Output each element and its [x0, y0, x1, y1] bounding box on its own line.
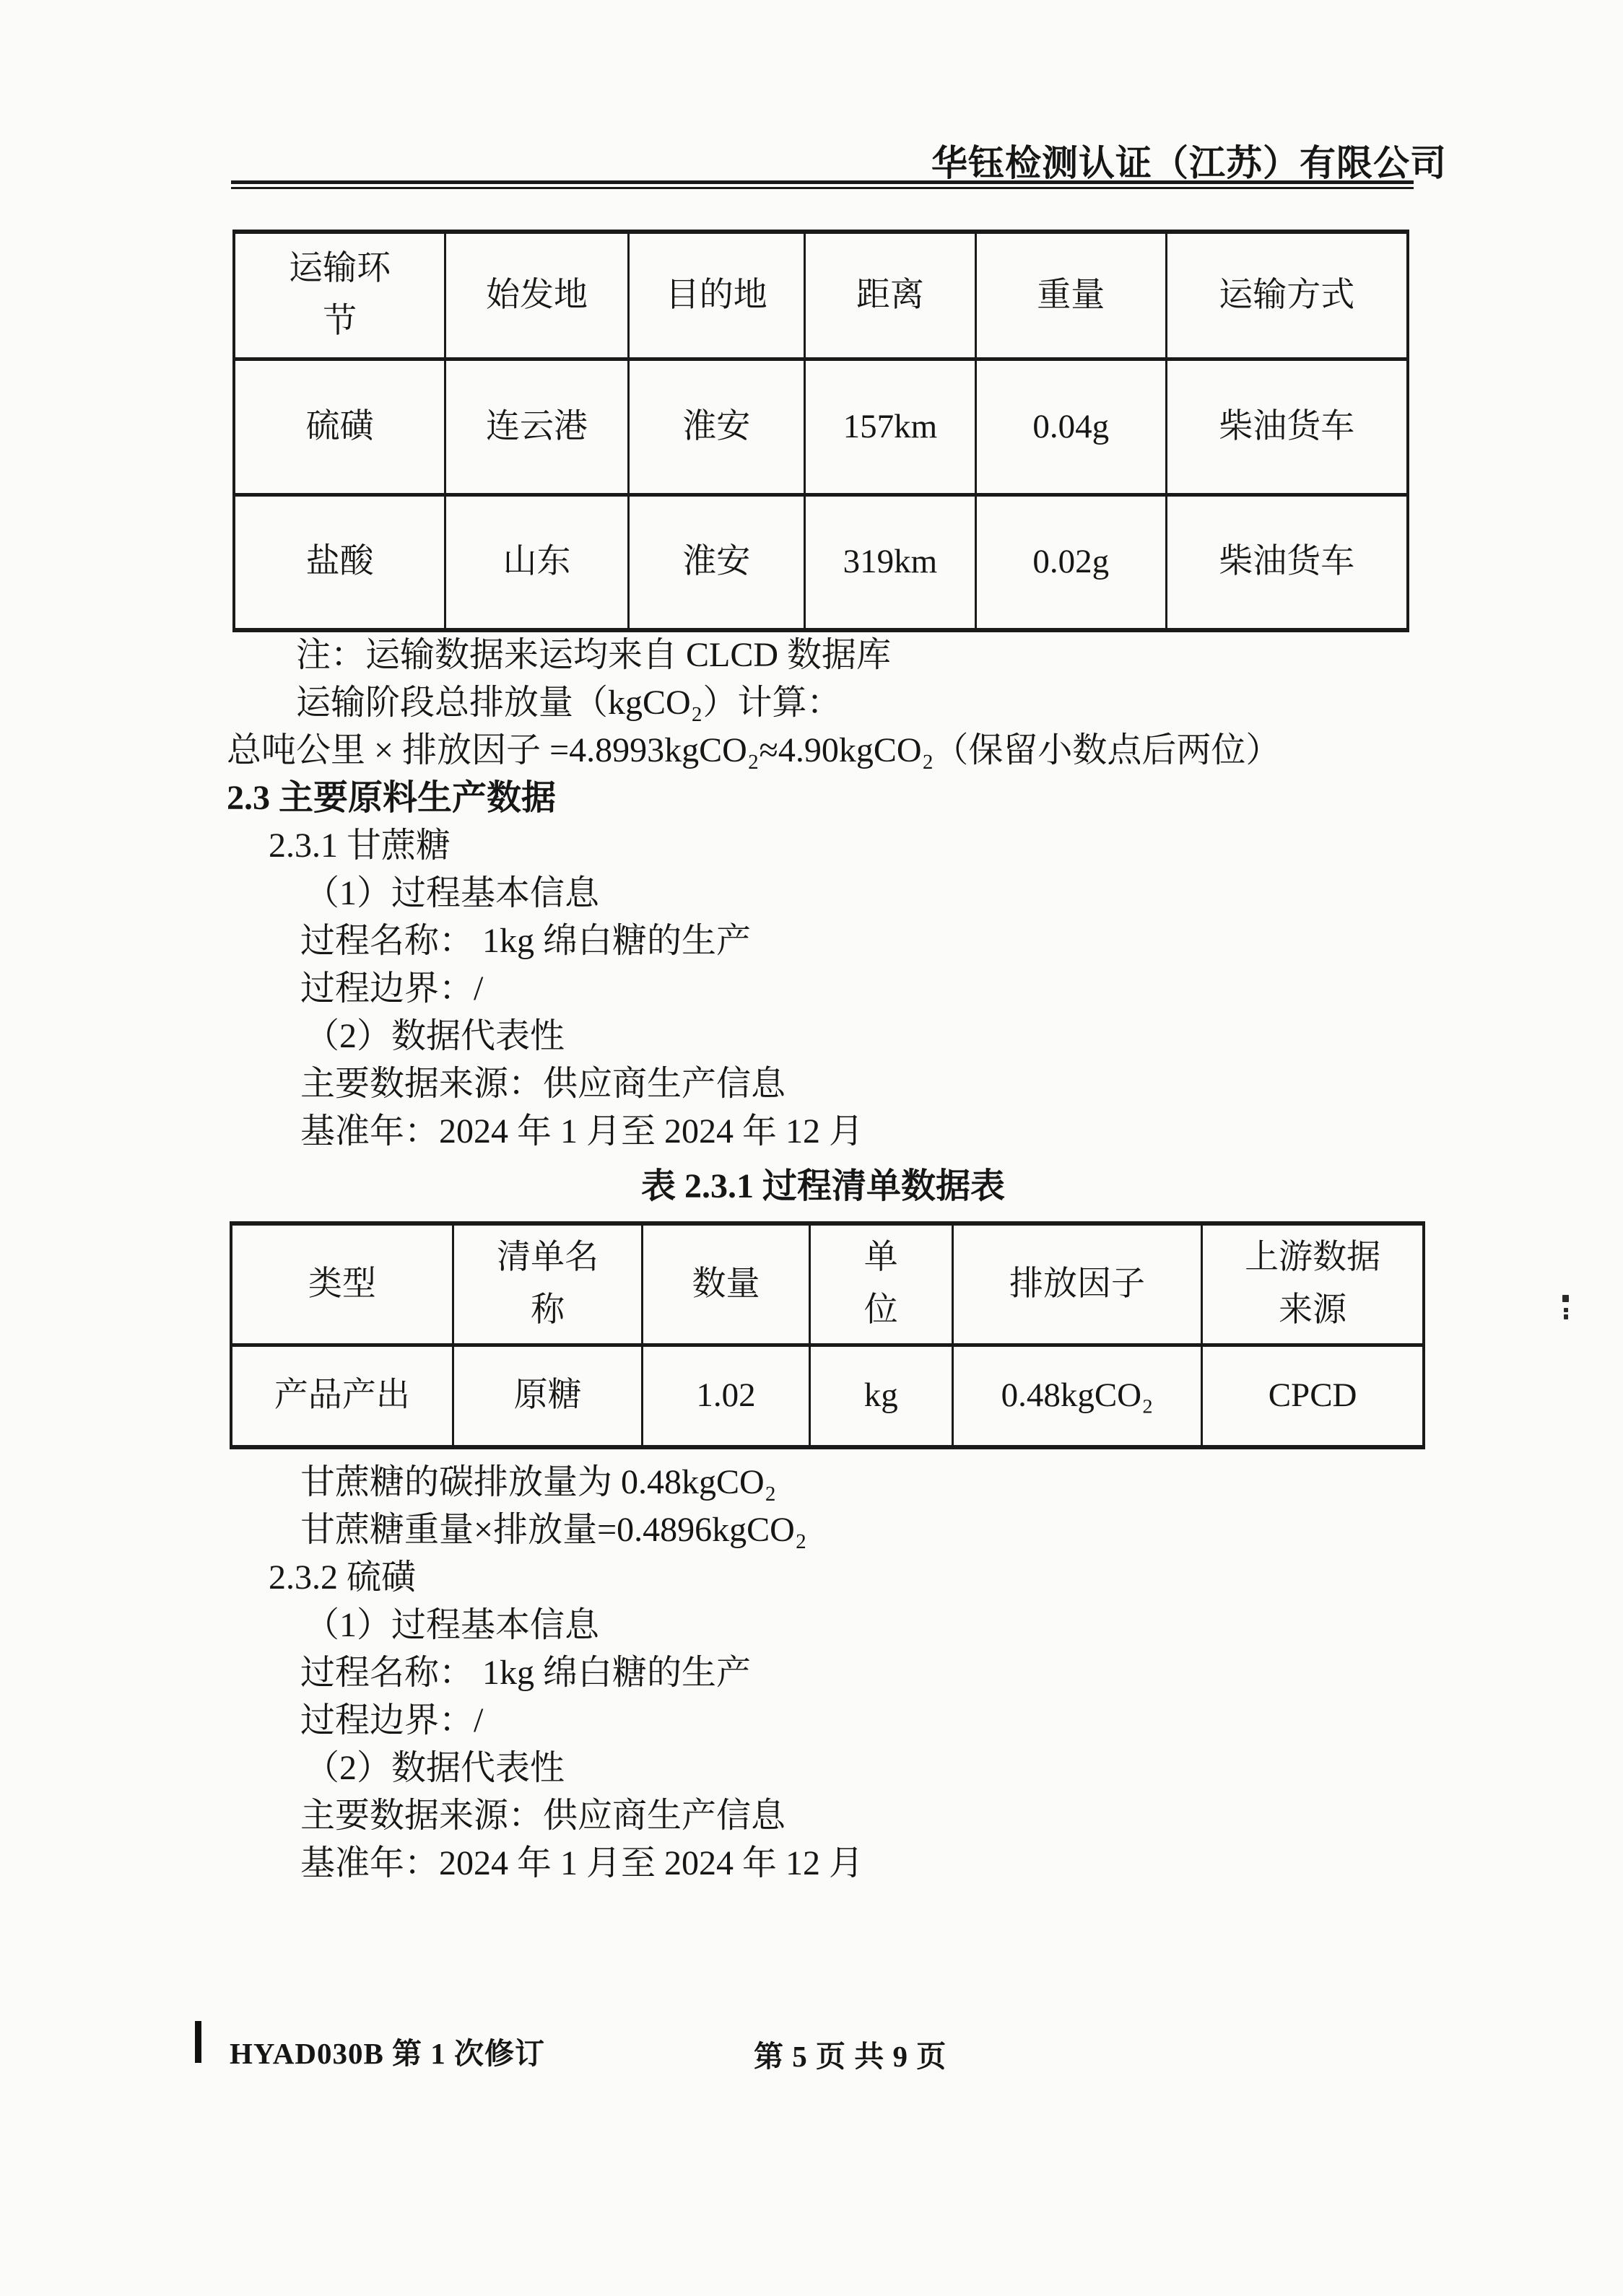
footer-doc-code: HYAD030B 第 1 次修订	[230, 2037, 546, 2070]
th-transport-stage-label: 运输环节	[289, 250, 391, 341]
data-source-2: 主要数据来源：供应商生产信息	[300, 1797, 786, 1835]
th-type-label: 类型	[308, 1265, 376, 1303]
th-quantity-label: 数量	[692, 1265, 760, 1303]
note-transport-data-source: 注：运输数据来运均来自 CLCD 数据库	[296, 636, 892, 674]
th-distance-label: 距离	[856, 276, 924, 314]
th-weight-label: 重量	[1037, 276, 1105, 314]
table-cell: 157km	[804, 359, 975, 494]
basic-info-label-1: （1）过程基本信息	[305, 874, 600, 912]
th-type	[231, 1223, 453, 1345]
th-weight	[976, 232, 1166, 359]
table-cell: 连云港	[445, 359, 629, 494]
table-cell: 1.02	[643, 1345, 809, 1447]
th-upstream-source-label: 上游数据来源	[1245, 1239, 1381, 1330]
inventory-table	[230, 1221, 1425, 1449]
basic-info-label-2: （1）过程基本信息	[305, 1606, 600, 1644]
footer-page-info: 第 5 页 共 9 页	[754, 2040, 947, 2073]
transport-row-sulfur	[234, 359, 1408, 494]
table-cell: 319km	[804, 494, 975, 630]
table-cell: 柴油货车	[1166, 359, 1408, 494]
table-cell: CPCD	[1202, 1345, 1424, 1447]
th-origin	[445, 232, 629, 359]
th-transport-stage	[234, 232, 445, 359]
process-name-2: 过程名称： 1kg 绵白糖的生产	[300, 1654, 752, 1692]
sugar-emission-result: 甘蔗糖的碳排放量为 0.48kgCO₂	[300, 1463, 777, 1501]
th-destination	[628, 232, 804, 359]
table-cell: 淮安	[628, 359, 804, 494]
table-cell: 0.02g	[976, 494, 1166, 630]
th-origin-label: 始发地	[485, 276, 588, 314]
transport-table	[232, 230, 1409, 632]
section-2-3-1-heading: 2.3.1 甘蔗糖	[269, 826, 451, 865]
representativeness-label-1: （2）数据代表性	[305, 1017, 565, 1055]
th-transport-mode	[1166, 232, 1408, 359]
table-cell: 硫磺	[234, 359, 445, 494]
inventory-row-product-output	[231, 1345, 1424, 1447]
note-emission-calc-label: 运输阶段总排放量（kgCO₂）计算：	[296, 684, 842, 722]
scan-artifact-dots	[1562, 1295, 1569, 1319]
table-cell: 淮安	[628, 494, 804, 630]
th-unit	[809, 1223, 952, 1345]
th-quantity	[643, 1223, 809, 1345]
note-total-formula: 总吨公里 × 排放因子 =4.8993kgCO₂≈4.90kgCO₂（保留小数点后两位）	[227, 731, 1281, 769]
process-boundary-2: 过程边界：/	[300, 1701, 484, 1740]
th-emission-factor-label: 排放因子	[1009, 1265, 1146, 1303]
th-inventory-name-label: 清单名称	[497, 1239, 599, 1330]
th-emission-factor	[952, 1223, 1201, 1345]
table-cell: 山东	[445, 494, 629, 630]
base-year-2: 基准年：2024 年 1 月至 2024 年 12 月	[300, 1844, 864, 1882]
inventory-table-header-row	[231, 1223, 1424, 1345]
section-2-3-2-heading: 2.3.2 硫磺	[269, 1558, 417, 1597]
header-double-rule	[231, 180, 1414, 189]
th-unit-label: 单位	[863, 1239, 898, 1330]
process-name-1: 过程名称： 1kg 绵白糖的生产	[300, 922, 752, 960]
table-cell: 柴油货车	[1166, 494, 1408, 630]
th-upstream-source	[1202, 1223, 1424, 1345]
th-distance	[804, 232, 975, 359]
section-2-3-heading: 2.3 主要原料生产数据	[227, 779, 557, 817]
th-transport-mode-label: 运输方式	[1219, 276, 1355, 314]
base-year-1: 基准年：2024 年 1 月至 2024 年 12 月	[300, 1112, 864, 1151]
header-company-name: 华钰检测认证（江苏）有限公司	[931, 143, 1447, 183]
data-source-1: 主要数据来源：供应商生产信息	[300, 1065, 786, 1103]
inventory-table-caption: 表 2.3.1 过程清单数据表	[640, 1167, 1005, 1205]
revision-mark-bar	[195, 2021, 201, 2063]
representativeness-label-2: （2）数据代表性	[305, 1749, 565, 1787]
table-cell: 0.04g	[976, 359, 1166, 494]
process-boundary-1: 过程边界：/	[300, 969, 484, 1008]
th-destination-label: 目的地	[665, 276, 767, 314]
table-cell: 0.48kgCO₂	[952, 1345, 1201, 1447]
th-inventory-name	[453, 1223, 643, 1345]
sugar-emission-formula: 甘蔗糖重量×排放量=0.4896kgCO₂	[300, 1511, 807, 1549]
table-cell: 原糖	[453, 1345, 643, 1447]
table-cell: kg	[809, 1345, 952, 1447]
table-cell: 盐酸	[234, 494, 445, 630]
table-cell: 产品产出	[231, 1345, 453, 1447]
transport-row-hydrochloric-acid	[234, 494, 1408, 630]
transport-table-header-row	[234, 232, 1408, 359]
